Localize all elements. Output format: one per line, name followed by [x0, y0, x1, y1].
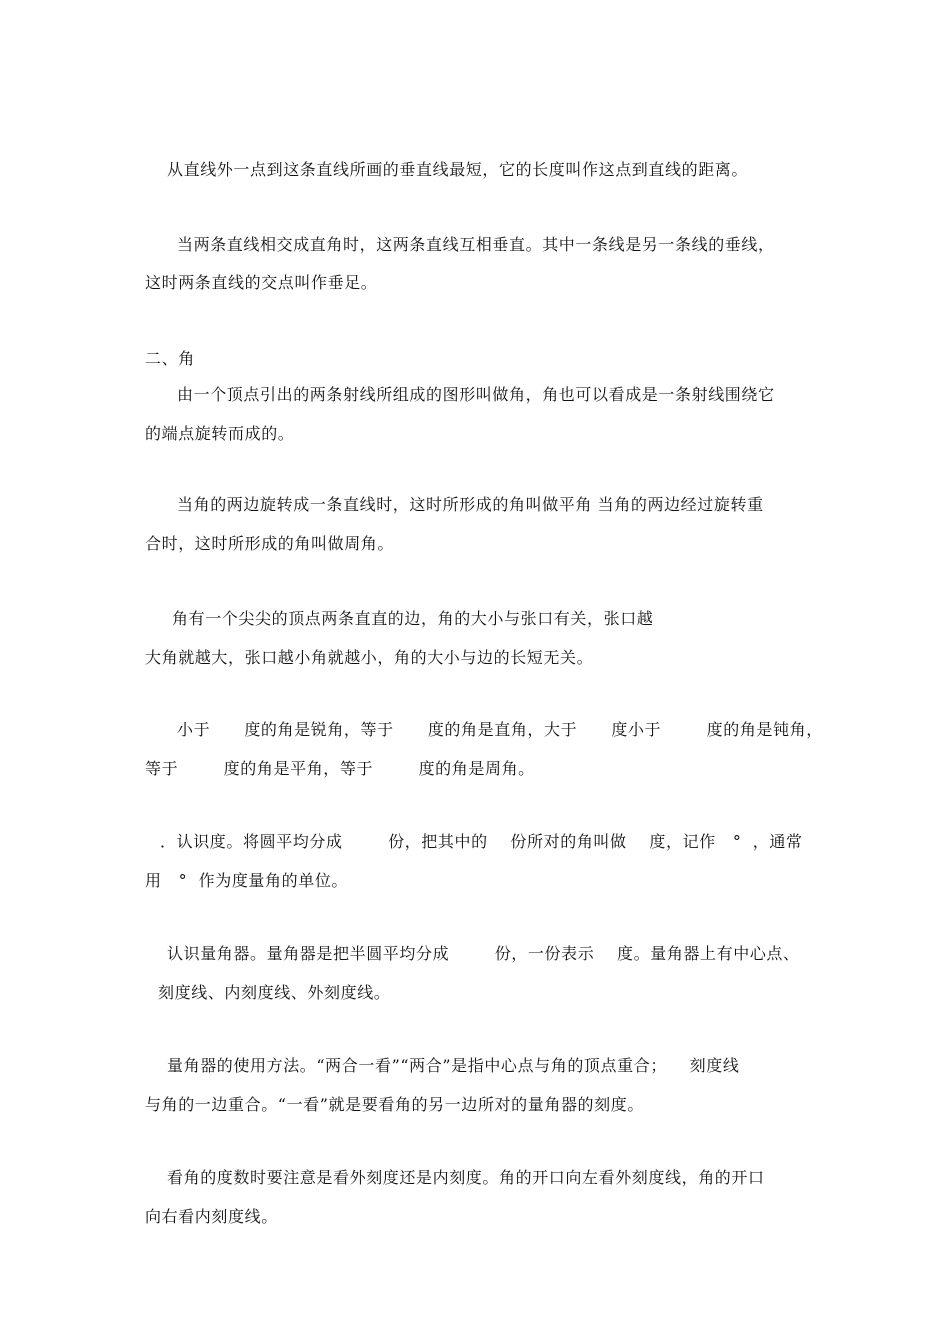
text-line: 等于 度的角是平角，等于 度的角是周角。	[145, 759, 535, 778]
text-line: 当角的两边旋转成一条直线时，这时所形成的角叫做平角 当角的两边经过旋转重	[177, 495, 764, 514]
text-line: 小于 度的角是锐角，等于 度的角是直角，大于 度小于 度的角是钝角，	[177, 720, 823, 739]
text-line: 当两条直线相交成直角时，这两条直线互相垂直。其中一条线是另一条线的垂线，	[177, 235, 775, 254]
text-line: 角有一个尖尖的顶点两条直直的边，角的大小与张口有关，张口越	[172, 609, 654, 628]
text-line: 用 ° 作为度量角的单位。	[145, 871, 349, 890]
text-line: 认识量角器。量角器是把半圆平均分成 份，一份表示 度。量角器上有中心点、	[167, 944, 800, 963]
text-line: 这时两条直线的交点叫作垂足。	[145, 273, 378, 292]
text-line: 从直线外一点到这条直线所画的垂直线最短，它的长度叫作这点到直线的距离。	[167, 160, 749, 179]
text-line: 大角就越大，张口越小角就越小，角的大小与边的长短无关。	[145, 648, 594, 667]
text-line: 的端点旋转而成的。	[145, 424, 295, 443]
text-line: 向右看内刻度线。	[145, 1207, 278, 1226]
text-line: 与角的一边重合。“一看”就是要看角的另一边所对的量角器的刻度。	[145, 1095, 644, 1114]
text-line: 刻度线、内刻度线、外刻度线。	[158, 983, 391, 1002]
text-line: 量角器的使用方法。“两合一看”“两合”是指中心点与角的顶点重合； 刻度线	[167, 1056, 740, 1075]
text-line: ．认识度。将圆平均分成 份，把其中的 份所对的角叫做 度，记作 ° ，通常	[160, 832, 803, 851]
text-line: 看角的度数时要注意是看外刻度还是内刻度。角的开口向左看外刻度线，角的开口	[167, 1168, 765, 1187]
section-heading: 二、角	[145, 349, 195, 368]
text-line: 由一个顶点引出的两条射线所组成的图形叫做角，角也可以看成是一条射线围绕它	[177, 385, 775, 404]
text-line: 合时，这时所形成的角叫做周角。	[145, 534, 395, 553]
